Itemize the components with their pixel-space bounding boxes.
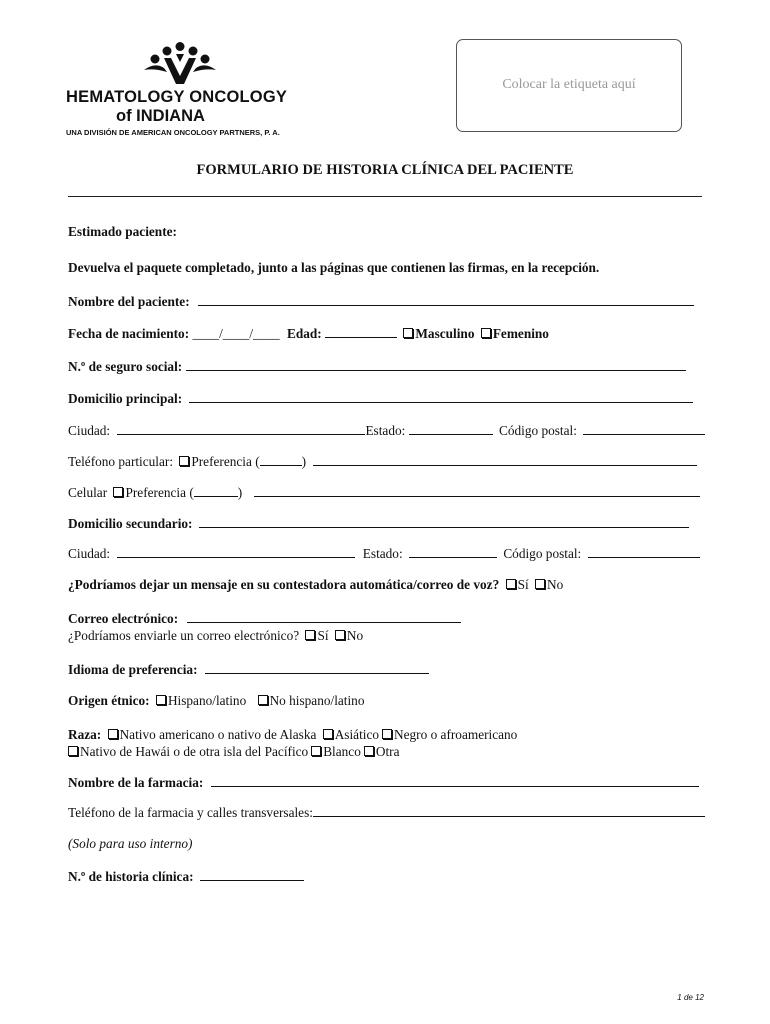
age-field[interactable] xyxy=(325,326,397,338)
pharmacy-name-row xyxy=(68,774,700,791)
secondary-address-field[interactable] xyxy=(199,516,689,528)
pharmacy-phone-field[interactable] xyxy=(313,805,705,817)
title-divider xyxy=(68,196,702,197)
email-no-label: No xyxy=(346,628,364,643)
email-label: Correo electrónico: xyxy=(68,611,179,626)
cell-row xyxy=(68,484,700,501)
logo-subtitle: UNA DIVISIÓN DE AMERICAN ONCOLOGY PARTNERS, P. A. xyxy=(66,128,280,137)
ssn-row xyxy=(68,358,700,375)
race-pacific-islander-label: Nativo de Hawái o de otra isla del Pacífico xyxy=(80,744,309,759)
secondary-address-label: Domicilio secundario: xyxy=(68,516,193,531)
patient-name-field[interactable] xyxy=(198,294,694,306)
home-phone-preference-checkbox[interactable] xyxy=(179,456,189,466)
home-phone-row xyxy=(68,453,700,470)
logo-figures-icon xyxy=(140,42,220,86)
home-phone-field[interactable] xyxy=(313,454,697,466)
ethnicity-label: Origen étnico: xyxy=(68,693,150,708)
voicemail-question: ¿Podríamos dejar un mensaje en su contestadora automática/correo de voz? xyxy=(68,577,500,592)
female-checkbox[interactable] xyxy=(481,328,491,338)
hispanic-label: Hispano/latino xyxy=(167,693,247,708)
race-black-label: Negro o afroamericano xyxy=(394,727,518,742)
non-hispanic-checkbox[interactable] xyxy=(258,695,268,705)
male-label: Masculino xyxy=(415,326,475,341)
language-label: Idioma de preferencia: xyxy=(68,662,198,677)
logo xyxy=(66,42,306,142)
page-number: 1 de 12 xyxy=(677,993,704,1002)
zip-field-2[interactable] xyxy=(588,546,700,558)
voicemail-no-checkbox[interactable] xyxy=(535,579,545,589)
cell-preference-field[interactable] xyxy=(194,485,238,497)
race-native-american-checkbox[interactable] xyxy=(108,729,118,739)
city-row-1 xyxy=(68,422,700,439)
race-black-checkbox[interactable] xyxy=(382,729,392,739)
record-number-label: N.º de historia clínica: xyxy=(68,869,194,884)
email-field[interactable] xyxy=(187,611,461,623)
city-field-1[interactable] xyxy=(117,423,365,435)
race-row-1 xyxy=(68,726,700,743)
female-label: Femenino xyxy=(492,326,549,341)
dob-row xyxy=(68,325,700,342)
state-field-1[interactable] xyxy=(409,423,493,435)
race-pacific-islander-checkbox[interactable] xyxy=(68,746,78,756)
internal-use-note: (Solo para uso interno) xyxy=(68,836,193,851)
race-native-american-label: Nativo americano o nativo de Alaska xyxy=(119,727,317,742)
email-row xyxy=(68,610,700,627)
email-no-checkbox[interactable] xyxy=(335,630,345,640)
zip-field-1[interactable] xyxy=(583,423,705,435)
email-question: ¿Podríamos enviarle un correo electrónico? xyxy=(68,628,300,643)
pharmacy-name-field[interactable] xyxy=(211,775,699,787)
email-yes-label: Sí xyxy=(317,628,329,643)
pharmacy-phone-label: Teléfono de la farmacia y calles transversales: xyxy=(68,805,313,820)
patient-name-label: Nombre del paciente: xyxy=(68,294,190,309)
patient-name-row xyxy=(68,293,700,310)
hispanic-checkbox[interactable] xyxy=(156,695,166,705)
form-title: FORMULARIO DE HISTORIA CLÍNICA DEL PACIENTE xyxy=(196,162,574,178)
race-white-label: Blanco xyxy=(323,744,361,759)
label-placeholder-text: Colocar la etiqueta aquí xyxy=(502,77,636,92)
race-asian-checkbox[interactable] xyxy=(323,729,333,739)
zip-label-1: Código postal: xyxy=(498,423,577,438)
non-hispanic-label: No hispano/latino xyxy=(269,693,365,708)
cell-preference-label: Preferencia ( xyxy=(125,485,194,500)
male-checkbox[interactable] xyxy=(403,328,413,338)
race-row-2 xyxy=(68,743,700,760)
primary-address-label: Domicilio principal: xyxy=(68,391,183,406)
label-placeholder-box xyxy=(456,39,682,132)
age-label: Edad: xyxy=(286,326,322,341)
secondary-address-row xyxy=(68,515,700,532)
record-number-row xyxy=(68,868,700,885)
race-other-checkbox[interactable] xyxy=(364,746,374,756)
instruction: Devuelva el paquete completado, junto a las páginas que contienen las firmas, en la recepción. xyxy=(68,260,600,275)
city-row-2 xyxy=(68,545,700,562)
dob-field[interactable]: ____/____/____ xyxy=(192,326,280,341)
state-field-2[interactable] xyxy=(409,546,497,558)
voicemail-row xyxy=(68,576,700,593)
zip-label-2: Código postal: xyxy=(503,546,582,561)
voicemail-yes-checkbox[interactable] xyxy=(506,579,516,589)
home-phone-preference-label: Preferencia ( xyxy=(191,454,260,469)
ssn-field[interactable] xyxy=(186,359,686,371)
race-white-checkbox[interactable] xyxy=(311,746,321,756)
pharmacy-name-label: Nombre de la farmacia: xyxy=(68,775,204,790)
email-question-row xyxy=(68,627,700,644)
email-yes-checkbox[interactable] xyxy=(305,630,315,640)
language-field[interactable] xyxy=(205,662,429,674)
primary-address-field[interactable] xyxy=(189,391,693,403)
cell-label: Celular xyxy=(68,485,108,500)
voicemail-no-label: No xyxy=(546,577,564,592)
home-phone-preference-field[interactable] xyxy=(260,454,302,466)
race-other-label: Otra xyxy=(375,744,400,759)
city-label-2: Ciudad: xyxy=(68,546,111,561)
ssn-label: N.º de seguro social: xyxy=(68,359,183,374)
record-number-field[interactable] xyxy=(200,869,304,881)
ethnicity-row xyxy=(68,692,700,709)
home-phone-label: Teléfono particular: xyxy=(68,454,174,469)
cell-field[interactable] xyxy=(254,485,700,497)
greeting: Estimado paciente: xyxy=(68,224,177,239)
race-label: Raza: xyxy=(68,727,102,742)
state-label-1: Estado: xyxy=(365,423,406,438)
language-row xyxy=(68,661,700,678)
pharmacy-phone-row xyxy=(68,804,700,821)
race-asian-label: Asiático xyxy=(334,727,380,742)
cell-preference-checkbox[interactable] xyxy=(113,487,123,497)
logo-line1: HEMATOLOGY ONCOLOGY xyxy=(66,88,288,106)
dob-label: Fecha de nacimiento: xyxy=(68,326,190,341)
voicemail-yes-label: Sí xyxy=(517,577,529,592)
cell-preference-close: ) xyxy=(237,485,243,500)
city-label-1: Ciudad: xyxy=(68,423,111,438)
logo-line2: of INDIANA xyxy=(116,107,205,125)
state-label-2: Estado: xyxy=(362,546,403,561)
home-phone-preference-close: ) xyxy=(301,454,307,469)
primary-address-row xyxy=(68,390,700,407)
city-field-2[interactable] xyxy=(117,546,355,558)
